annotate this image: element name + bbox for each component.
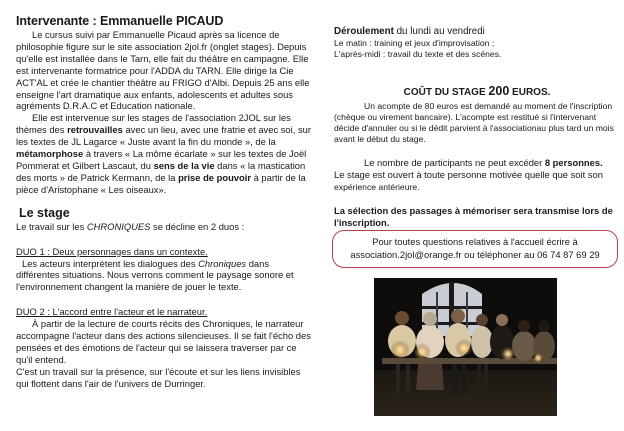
stage-intro-text: Le travail sur les xyxy=(16,220,87,232)
selection-text: La sélection des passages à mémoriser sera transmise lors de l'inscription. xyxy=(334,204,613,228)
stage-intro xyxy=(16,221,312,233)
cost-heading: COÛT DU STAGE 200 EUROS. xyxy=(403,83,551,98)
duo2-title: DUO 2 : L'accord entre l'acteur et le narrateur. xyxy=(16,306,208,318)
schedule-line xyxy=(334,26,620,38)
bio-theme-prise-de-pouvoir: prise de pouvoir xyxy=(178,171,251,183)
open-text-small: expérience antérieure. xyxy=(334,181,420,192)
contact-line-1: Pour toutes questions relatives à l'accueil écrire à xyxy=(372,236,578,247)
bio-theme-sens-de-la-vie: sens de la vie xyxy=(153,159,215,171)
bio-paragraph-1: Le cursus suivi par Emmanuelle Picaud après sa licence de philosophie figure sur le site association 2jol.fr (onglet stages). Depuis qu'elle est installée dans le Tarn, elle fait du théâtre en campagne. Elle est intervenante formatrice pour l'ADDA du TARN. Elle dirige la Cie ACT'AL et crée le chantier théâtre au FRIGO d'Albi. Depuis 25 ans elle enseigne l'art dramatique aux enfants, adolescents et adultes sous agréments D.R.A.C et Education nationale. xyxy=(16,29,310,112)
bio-theme-metamorphose: métamorphose xyxy=(16,148,84,160)
duo2-paragraph-1: À partir de la lecture de courts récits des Chroniques, le narrateur accompagne l'acteur dans des actions silencieuses. Il se fait l'écho des pensées et des émotions de l'acteur qui se laissera traverser par ce qu'il entend. xyxy=(16,318,311,365)
bio-text: à travers « La môme écarlate » sur les textes de Joël Pommerat et Gilbert Lascaut, du xyxy=(16,148,307,171)
table xyxy=(382,358,557,364)
bio-theme-retrouvailles: retrouvailles xyxy=(67,124,123,136)
cost-prefix: COÛT DU STAGE xyxy=(403,86,489,98)
performance-photo xyxy=(374,278,557,416)
open-text xyxy=(334,169,620,193)
left-column xyxy=(16,14,312,390)
stage-intro-emphasis: CHRONIQUES xyxy=(86,220,151,232)
schedule-morning: Le matin : training et jeux d'improvisation ; xyxy=(334,37,495,48)
bio-text: avec un lieu, avec une fratrie et avec soi, sur les textes de JL Lagarce « Juste avant la fin du monde », de la xyxy=(16,124,311,148)
cost-suffix: EUROS xyxy=(509,86,548,98)
bio-paragraph-2 xyxy=(16,112,312,195)
open-text-main: Le stage est ouvert à toute personne motivée quelle que soit son xyxy=(334,168,603,180)
duo1-text-part: dans différentes situations. Nous verrons comment le paysage sonore et l'environnement changent la manière de jouer le texte. xyxy=(16,257,294,293)
duo2-paragraph-2: C'est un travail sur la présence, sur l'écoute et sur les liens invisibles qui flottent dans l'air de l'univers de Durringer. xyxy=(16,365,301,389)
duo1-text xyxy=(16,258,312,294)
schedule-label: Déroulement xyxy=(334,26,394,37)
duo1-text-part: Les acteurs interprètent les dialogues des xyxy=(22,257,199,269)
duo1-emphasis: Chroniques xyxy=(198,257,247,269)
bio-text: Elle est intervenue sur les stages de l'association 2JOL sur les thèmes des xyxy=(16,112,291,136)
cost-amount: 200 xyxy=(488,83,510,98)
participants-line xyxy=(334,157,620,169)
schedule-days: du lundi au vendredi xyxy=(393,26,485,37)
duo1-title: DUO 1 : Deux personnages dans un contexte. xyxy=(16,245,208,257)
deposit-text: Un acompte de 80 euros est demandé au moment de l'inscription (chèque ou virement bancaire). L'acompte est restitué si l'intervenant décide d'annuler ou si le dédit parvient à l'associationau plus tard un mois avant le début du stage. xyxy=(334,100,614,144)
speaker-heading xyxy=(16,14,312,28)
stage-heading: Le stage xyxy=(19,205,70,220)
participants-max: 8 personnes. xyxy=(544,156,603,168)
stage-intro-text: se décline en 2 duos : xyxy=(150,220,245,232)
contact-email-link[interactable]: association.2jol@orange.fr xyxy=(350,249,462,260)
candlelight-scene-image xyxy=(374,278,557,416)
bio-text: dans « la mastication des morts » de Patrick Kermann, de la xyxy=(16,159,306,183)
right-column xyxy=(334,26,620,228)
contact-phone-text: ou téléphoner au 06 74 87 69 29 xyxy=(461,249,600,260)
schedule-afternoon: L'après-midi : travail du texte et des scénes. xyxy=(334,48,502,59)
contact-box xyxy=(332,230,618,268)
participants-text: Le nombre de participants ne peut excéder xyxy=(364,156,545,168)
bio-text: à partir de la pièce d'Aristophane « Les oiseaux». xyxy=(16,171,306,195)
speaker-name: Emmanuelle PICAUD xyxy=(99,14,224,28)
speaker-label: Intervenante : xyxy=(16,14,97,28)
contact-line-2 xyxy=(333,248,617,261)
